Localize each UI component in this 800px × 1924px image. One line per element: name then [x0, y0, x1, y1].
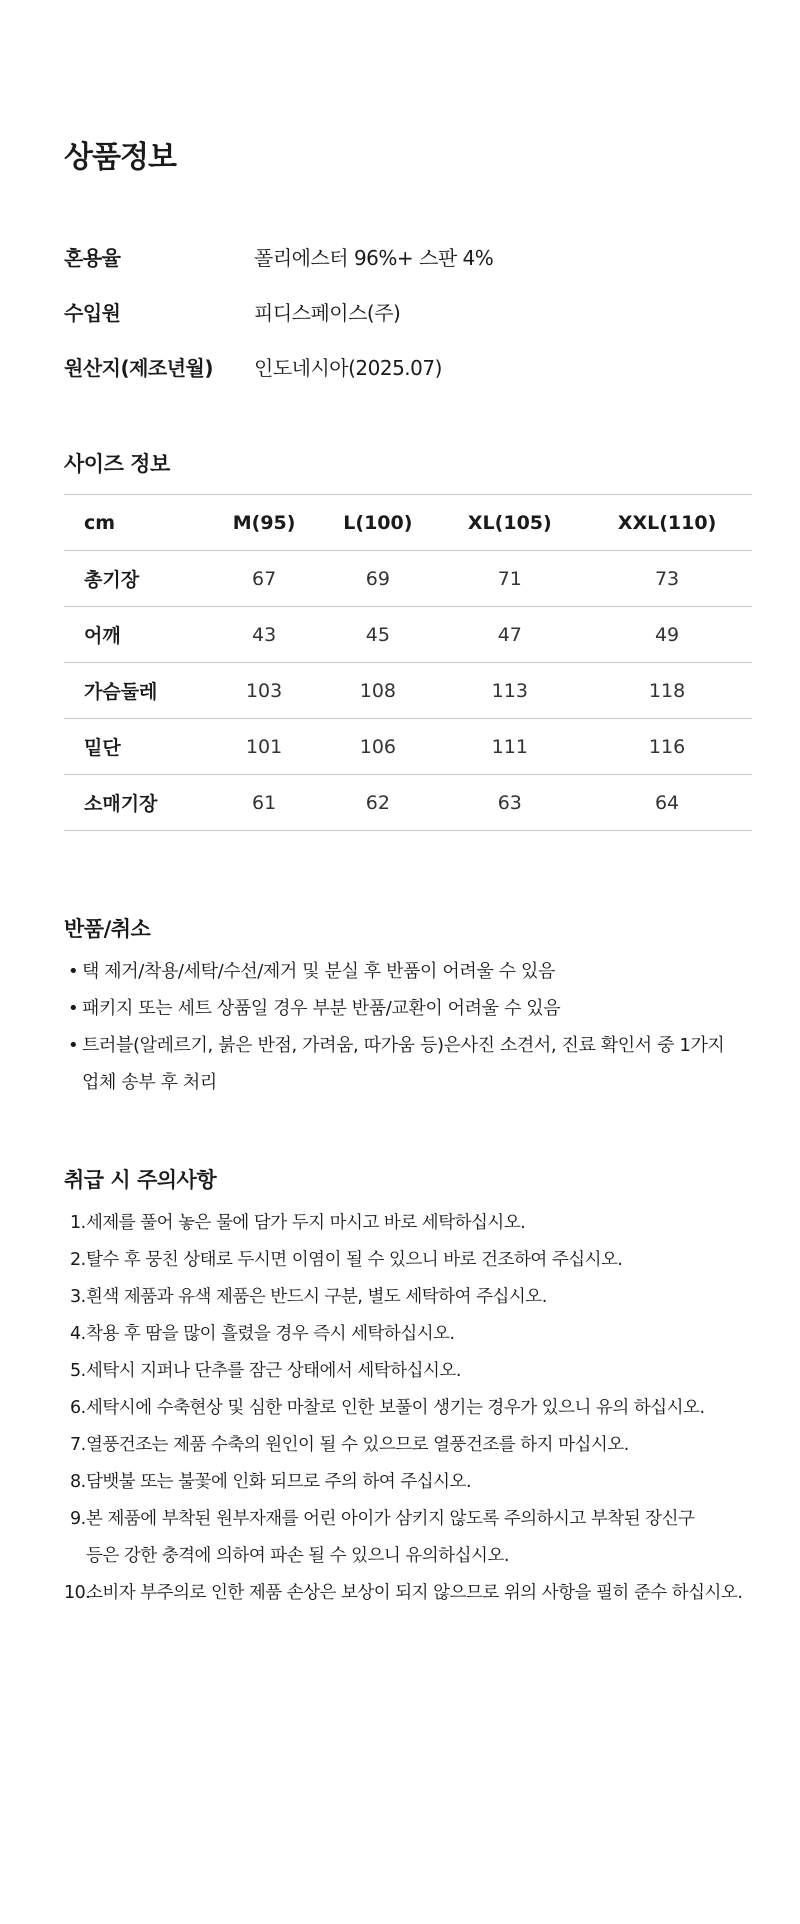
bullet-mark: •	[68, 998, 79, 1019]
item-number: 9.	[70, 1509, 86, 1529]
size-table	[64, 494, 752, 831]
size-cell: 67	[210, 551, 318, 607]
item-number: 8.	[70, 1472, 86, 1492]
size-cell: 111	[438, 719, 583, 775]
item-number: 6.	[70, 1398, 86, 1418]
size-cell: 61	[210, 775, 318, 831]
info-key: 수입원	[64, 301, 121, 325]
size-cell: 103	[210, 663, 318, 719]
size-cell: 71	[438, 551, 583, 607]
size-cell: 62	[318, 775, 437, 831]
list-item	[64, 1279, 764, 1316]
size-cell: 73	[582, 551, 752, 607]
returns-list	[64, 953, 754, 1101]
info-key: 원산지(제조년월)	[64, 356, 214, 380]
item-number: 4.	[70, 1324, 86, 1344]
list-item-text: 택 제거/착용/세탁/수선/제거 및 분실 후 반품이 어려울 수 있음	[82, 961, 555, 982]
list-item	[64, 1390, 764, 1427]
size-cell: 113	[438, 663, 583, 719]
list-item-continuation	[64, 1064, 754, 1101]
list-item	[64, 990, 754, 1027]
size-cell: 63	[438, 775, 583, 831]
size-cell: 45	[318, 607, 437, 663]
info-value: 피디스페이스(주)	[254, 301, 401, 325]
list-item-text: 패키지 또는 세트 상품일 경우 부분 반품/교환이 어려울 수 있음	[82, 998, 561, 1019]
list-item-text: 세제를 풀어 놓은 물에 담가 두지 마시고 바로 세탁하십시오.	[86, 1213, 526, 1233]
care-section-title: 취급 시 주의사항	[64, 1168, 217, 1192]
size-cell: 49	[582, 607, 752, 663]
size-table-header	[64, 495, 752, 551]
list-item	[64, 1027, 754, 1064]
list-item-text: 업체 송부 후 처리	[82, 1072, 217, 1093]
list-item	[64, 1353, 764, 1390]
bullet-mark: •	[68, 1035, 79, 1056]
list-item	[64, 1427, 764, 1464]
size-cell: 116	[582, 719, 752, 775]
returns-section-title: 반품/취소	[64, 917, 151, 941]
item-number: 5.	[70, 1361, 86, 1381]
table-row	[64, 551, 752, 607]
list-item-text: 소비자 부주의로 인한 제품 손상은 보상이 되지 않으므로 위의 사항을 필히 준수 하십시오.	[86, 1583, 743, 1603]
info-value: 인도네시아(2025.07)	[254, 356, 442, 380]
list-item-text: 트러블(알레르기, 붉은 반점, 가려움, 따가움 등)은사진 소견서, 진료 확인서 중 1가지	[82, 1035, 725, 1056]
table-row	[64, 607, 752, 663]
list-item	[64, 953, 754, 990]
size-cell: 118	[582, 663, 752, 719]
size-cell: 69	[318, 551, 437, 607]
size-cell: 64	[582, 775, 752, 831]
list-item	[64, 1316, 764, 1353]
list-item	[64, 1501, 764, 1538]
item-number: 7.	[70, 1435, 86, 1455]
row-label: 총기장	[64, 551, 210, 607]
list-item-text: 담뱃불 또는 불꽃에 인화 되므로 주의 하여 주십시오.	[86, 1472, 472, 1492]
table-row	[64, 663, 752, 719]
size-cell: 43	[210, 607, 318, 663]
list-item-text: 탈수 후 뭉친 상태로 두시면 이염이 될 수 있으니 바로 건조하여 주십시오.	[86, 1250, 623, 1270]
list-item-text: 착용 후 땀을 많이 흘렸을 경우 즉시 세탁하십시오.	[86, 1324, 455, 1344]
row-label: 가슴둘레	[64, 663, 210, 719]
item-number: 1.	[70, 1213, 86, 1233]
header-cell: cm	[64, 495, 210, 551]
size-section-title: 사이즈 정보	[64, 452, 170, 476]
row-label: 소매기장	[64, 775, 210, 831]
list-item-continuation	[64, 1538, 764, 1575]
list-item-text: 세탁시에 수축현상 및 심한 마찰로 인한 보풀이 생기는 경우가 있으니 유의 하십시오.	[86, 1398, 705, 1418]
list-item	[64, 1205, 764, 1242]
size-cell: 47	[438, 607, 583, 663]
item-number: 3.	[70, 1287, 86, 1307]
size-cell: 101	[210, 719, 318, 775]
page-title: 상품정보	[64, 140, 176, 175]
item-number: 2.	[70, 1250, 86, 1270]
size-cell: 106	[318, 719, 437, 775]
item-number: 10.	[64, 1583, 91, 1603]
header-cell: XXL(110)	[582, 495, 752, 551]
row-label: 밑단	[64, 719, 210, 775]
list-item-text: 등은 강한 충격에 의하여 파손 될 수 있으니 유의하십시오.	[86, 1546, 509, 1566]
header-cell: M(95)	[210, 495, 318, 551]
list-item-text: 흰색 제품과 유색 제품은 반드시 구분, 별도 세탁하여 주십시오.	[86, 1287, 547, 1307]
list-item-text: 열풍건조는 제품 수축의 원인이 될 수 있으므로 열풍건조를 하지 마십시오.	[86, 1435, 629, 1455]
list-item-text: 세탁시 지퍼나 단추를 잠근 상태에서 세탁하십시오.	[86, 1361, 461, 1381]
size-cell: 108	[318, 663, 437, 719]
list-item	[64, 1464, 764, 1501]
list-item	[64, 1242, 764, 1279]
table-row	[64, 719, 752, 775]
info-value: 폴리에스터 96%+ 스판 4%	[254, 246, 494, 270]
row-label: 어깨	[64, 607, 210, 663]
bullet-mark: •	[68, 961, 79, 982]
table-row	[64, 775, 752, 831]
list-item-text: 본 제품에 부착된 원부자재를 어린 아이가 삼키지 않도록 주의하시고 부착된 장신구	[86, 1509, 695, 1529]
header-cell: XL(105)	[438, 495, 583, 551]
list-item	[64, 1575, 764, 1612]
care-list	[64, 1205, 764, 1612]
header-cell: L(100)	[318, 495, 437, 551]
info-key: 혼용율	[64, 246, 121, 270]
